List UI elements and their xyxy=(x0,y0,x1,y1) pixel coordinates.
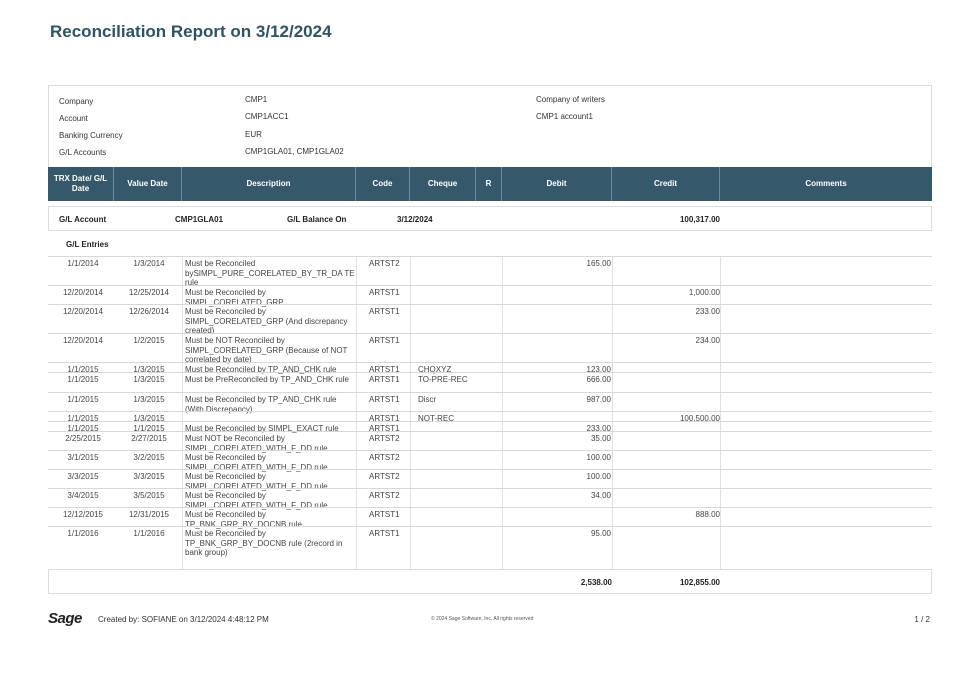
description-cell: Must be Reconciled by SIMPL_CORELATED_WITH_F_DD rule xyxy=(185,453,328,472)
code-cell: ARTST2 xyxy=(369,453,400,462)
description-cell: Must be Reconciled by TP_BNK_GRP_BY_DOCNB rule (2record in bank group) xyxy=(185,529,343,557)
value-date-cell: 1/3/2015 xyxy=(133,365,165,374)
account-description: CMP1 account1 xyxy=(536,112,593,121)
description-cell: Must be Reconciled by TP_AND_CHK rule xyxy=(185,365,337,374)
credit-cell: 234.00 xyxy=(695,336,720,345)
trx-date-cell: 1/1/2016 xyxy=(67,529,99,538)
cheque-cell: NOT-REC xyxy=(418,414,454,423)
table-row xyxy=(48,507,932,527)
currency-label: Banking Currency xyxy=(59,131,123,140)
table-row xyxy=(48,372,932,393)
trx-date-cell: 3/3/2015 xyxy=(67,472,99,481)
description-cell: Must be NOT Reconciled by SIMPL_CORELATED_GRP (Because of NOT correlated by date) xyxy=(185,336,348,364)
code-cell: ARTST2 xyxy=(369,472,400,481)
code-cell: ARTST1 xyxy=(369,375,400,384)
value-date-cell: 12/25/2014 xyxy=(128,288,170,297)
debit-cell: 987.00 xyxy=(586,395,611,404)
code-cell: ARTST2 xyxy=(369,434,400,443)
table-row xyxy=(48,488,932,508)
column-header-code: Code xyxy=(356,167,410,201)
code-cell: ARTST1 xyxy=(369,365,400,374)
trx-date-cell: 1/1/2015 xyxy=(67,414,99,423)
code-cell: ARTST1 xyxy=(369,510,400,519)
value-date-cell: 1/3/2015 xyxy=(133,375,165,384)
description-cell: Must be Reconciled by SIMPL_CORELATED_GRP xyxy=(185,288,284,307)
trx-date-cell: 3/1/2015 xyxy=(67,453,99,462)
trx-date-cell: 2/25/2015 xyxy=(65,434,101,443)
value-date-cell: 3/5/2015 xyxy=(133,491,165,500)
code-cell: ARTST1 xyxy=(369,414,400,423)
debit-cell: 35.00 xyxy=(590,434,611,443)
description-cell: Must be Reconciled by SIMPL_EXACT rule xyxy=(185,424,339,433)
trx-date-cell: 1/1/2014 xyxy=(67,259,99,268)
debit-cell: 666.00 xyxy=(586,375,611,384)
trx-date-cell: 1/1/2015 xyxy=(67,424,99,433)
column-header-cheque: Cheque xyxy=(410,167,476,201)
credit-cell: 1,000.00 xyxy=(688,288,720,297)
gl-account-summary xyxy=(48,206,932,231)
column-header-value-date: Value Date xyxy=(114,167,182,201)
report-title: Reconciliation Report on 3/12/2024 xyxy=(50,22,332,41)
code-cell: ARTST1 xyxy=(369,336,400,345)
gl-balance-label: G/L Balance On xyxy=(287,215,347,224)
description-cell: Must be Reconciled by SIMPL_CORELATED_GRP (And discrepancy created) xyxy=(185,307,348,335)
company-label: Company xyxy=(59,97,94,106)
page-footer xyxy=(48,612,932,628)
company-value: CMP1 xyxy=(245,95,268,104)
table-row xyxy=(48,256,932,286)
value-date-cell: 2/27/2015 xyxy=(131,434,167,443)
page-number: 1 / 2 xyxy=(914,615,930,624)
trx-date-cell: 12/20/2014 xyxy=(62,336,104,345)
value-date-cell: 12/26/2014 xyxy=(128,307,170,316)
value-date-cell: 1/1/2015 xyxy=(133,424,165,433)
trx-date-cell: 1/1/2015 xyxy=(67,395,99,404)
gl-account-label: G/L Account xyxy=(59,215,107,224)
account-value: CMP1ACC1 xyxy=(245,112,289,121)
table-row xyxy=(48,304,932,334)
currency-value: EUR xyxy=(245,130,262,139)
description-cell: Must be Reconciled by TP_BNK_GRP_BY_DOCNB rule xyxy=(185,510,302,529)
gl-balance-date: 3/12/2024 xyxy=(397,215,433,224)
code-cell: ARTST1 xyxy=(369,395,400,404)
column-header-description: Description xyxy=(182,167,356,201)
debit-cell: 95.00 xyxy=(590,529,611,538)
table-row xyxy=(48,450,932,470)
gl-entries-heading: G/L Entries xyxy=(66,240,109,249)
table-row xyxy=(48,392,932,412)
trx-date-cell: 12/12/2015 xyxy=(62,510,104,519)
table-header xyxy=(48,167,932,201)
code-cell: ARTST1 xyxy=(369,288,400,297)
column-header-r: R xyxy=(476,167,502,201)
gl-balance-value: 100,317.00 xyxy=(679,215,720,224)
trx-date-cell: 12/20/2014 xyxy=(62,288,104,297)
cheque-cell: Discr xyxy=(418,395,437,404)
credit-cell: 233.00 xyxy=(695,307,720,316)
value-date-cell: 1/3/2015 xyxy=(133,395,165,404)
debit-cell: 165.00 xyxy=(586,259,611,268)
value-date-cell: 1/3/2015 xyxy=(133,414,165,423)
value-date-cell: 12/31/2015 xyxy=(128,510,170,519)
debit-cell: 123.00 xyxy=(586,365,611,374)
total-credit: 102,855.00 xyxy=(679,578,720,587)
code-cell: ARTST1 xyxy=(369,307,400,316)
copyright-text: © 2024 Sage Software, Inc. All rights reserved xyxy=(431,616,534,622)
account-label: Account xyxy=(59,114,88,123)
trx-date-cell: 1/1/2015 xyxy=(67,365,99,374)
totals-row xyxy=(48,569,932,594)
gl-account-value: CMP1GLA01 xyxy=(175,215,224,224)
column-header-credit: Credit xyxy=(612,167,720,201)
trx-date-cell: 1/1/2015 xyxy=(67,375,99,384)
table-row xyxy=(48,526,932,556)
cheque-cell: CHQXYZ xyxy=(418,365,452,374)
trx-date-cell: 3/4/2015 xyxy=(67,491,99,500)
gl-accounts-label: G/L Accounts xyxy=(59,148,107,157)
table-row xyxy=(48,469,932,489)
description-cell: Must be Reconciled by TP_AND_CHK rule (With Discrepancy) xyxy=(185,395,337,414)
code-cell: ARTST2 xyxy=(369,259,400,268)
description-cell: Must be PreReconciled by TP_AND_CHK rule xyxy=(185,375,349,384)
created-by-text: Created by: SOFIANE on 3/12/2024 4:48:12 PM xyxy=(98,615,269,624)
table-row xyxy=(48,285,932,305)
value-date-cell: 1/1/2016 xyxy=(133,529,165,538)
total-debit: 2,538.00 xyxy=(580,578,612,587)
code-cell: ARTST2 xyxy=(369,491,400,500)
value-date-cell: 3/3/2015 xyxy=(133,472,165,481)
trx-date-cell: 12/20/2014 xyxy=(62,307,104,316)
description-cell: Must be Reconciled by SIMPL_CORELATED_WITH_F_DD rule xyxy=(185,472,328,491)
gl-accounts-value: CMP1GLA01, CMP1GLA02 xyxy=(245,147,344,156)
value-date-cell: 1/3/2014 xyxy=(133,259,165,268)
value-date-cell: 1/2/2015 xyxy=(133,336,165,345)
table-row xyxy=(48,333,932,363)
debit-cell: 100.00 xyxy=(586,453,611,462)
code-cell: ARTST1 xyxy=(369,424,400,433)
credit-cell: 888.00 xyxy=(695,510,720,519)
cheque-cell: TO-PRE-REC xyxy=(418,375,468,384)
debit-cell: 233.00 xyxy=(586,424,611,433)
credit-cell: 100,500.00 xyxy=(679,414,720,423)
column-header-debit: Debit xyxy=(502,167,612,201)
column-header-trx-date: TRX Date/ G/L Date xyxy=(48,167,114,201)
sage-logo: Sage xyxy=(48,610,82,627)
table-row xyxy=(48,431,932,451)
description-cell: Must be Reconciled bySIMPL_PURE_CORELATED_BY_TR_DA TE rule xyxy=(185,259,355,287)
value-date-cell: 3/2/2015 xyxy=(133,453,165,462)
description-cell: Must be Reconciled by SIMPL_CORELATED_WITH_F_DD rule xyxy=(185,491,328,510)
company-description: Company of writers xyxy=(536,95,605,104)
debit-cell: 34.00 xyxy=(590,491,611,500)
code-cell: ARTST1 xyxy=(369,529,400,538)
report-info-panel xyxy=(48,85,932,167)
column-header-comments: Comments xyxy=(805,179,847,188)
debit-cell: 100.00 xyxy=(586,472,611,481)
description-cell: Must NOT be Reconciled by SIMPL_CORELATED_WITH_F_DD rule xyxy=(185,434,328,453)
